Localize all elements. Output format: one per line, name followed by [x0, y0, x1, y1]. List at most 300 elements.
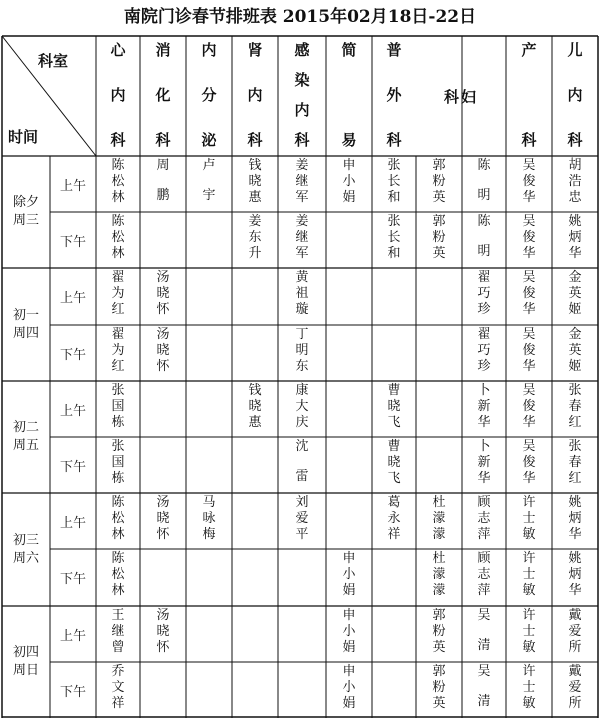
name-char: 萍 [477, 583, 491, 598]
schedule-cell [372, 493, 416, 549]
name-char: 栋 [111, 415, 125, 430]
schedule-cell [552, 493, 598, 549]
name-char: 翟 [477, 327, 491, 342]
name-char: 卜 [477, 439, 491, 454]
header-char: 科 [521, 131, 537, 149]
name-char: 宇 [202, 188, 216, 203]
day-label-line: 周日 [12, 663, 39, 678]
name-char: 张 [568, 383, 582, 398]
name-char: 敏 [522, 696, 536, 711]
name-char: 志 [477, 567, 491, 582]
name-char: 林 [111, 190, 125, 205]
name-char: 姜 [248, 214, 262, 229]
name-char: 国 [111, 399, 125, 414]
schedule-cell [462, 325, 506, 381]
name-char: 爱 [568, 624, 582, 639]
header-char: 感 [294, 41, 310, 59]
name-char: 华 [568, 246, 582, 261]
shift-period: 上午 [59, 403, 86, 419]
schedule-cell [140, 606, 186, 662]
shift-period: 上午 [59, 628, 86, 644]
name-char: 和 [387, 190, 401, 205]
name-char: 英 [568, 286, 582, 301]
name-char: 小 [342, 567, 356, 582]
schedule-cell [506, 325, 552, 381]
name-char: 晓 [248, 174, 262, 189]
schedule-cell [552, 606, 598, 662]
name-char: 红 [111, 359, 125, 374]
shift-period: 下午 [59, 684, 86, 700]
name-char: 松 [111, 174, 125, 189]
schedule-cell [462, 268, 506, 325]
schedule-cell [186, 549, 232, 606]
name-char: 顾 [477, 551, 491, 566]
day-label-line: 初二 [12, 420, 39, 435]
schedule-cell [372, 662, 416, 718]
schedule-cell [278, 268, 326, 325]
name-char: 翟 [111, 327, 125, 342]
corner-label-department: 科室 [38, 52, 69, 70]
name-char: 郭 [432, 608, 446, 623]
name-char: 葛 [387, 495, 401, 510]
name-char: 汤 [156, 495, 170, 510]
name-char: 姜 [295, 214, 309, 229]
schedule-cell [372, 549, 416, 606]
name-char: 郭 [432, 664, 446, 679]
name-char: 沈 [295, 439, 309, 454]
day-label [2, 493, 50, 606]
name-char: 娟 [342, 190, 356, 205]
name-char: 华 [568, 527, 582, 542]
name-char: 松 [111, 230, 125, 245]
name-char: 士 [522, 511, 536, 526]
header-dept [186, 36, 232, 156]
header-char: 内 [201, 41, 217, 59]
name-char: 炳 [568, 230, 582, 245]
schedule-cell [552, 381, 598, 437]
schedule-cell [416, 549, 462, 606]
name-char: 申 [342, 608, 356, 623]
header-dept [326, 36, 372, 156]
schedule-cell [506, 493, 552, 549]
name-char: 姚 [568, 214, 582, 229]
name-char: 华 [522, 415, 536, 430]
name-char: 珍 [477, 359, 491, 374]
name-char: 华 [522, 246, 536, 261]
header-dept [552, 36, 598, 156]
schedule-cell [96, 606, 140, 662]
schedule-cell [416, 268, 462, 325]
schedule-cell [462, 662, 506, 718]
name-char: 继 [295, 174, 309, 189]
name-char: 华 [522, 359, 536, 374]
name-char: 华 [522, 471, 536, 486]
name-char: 平 [295, 527, 309, 542]
name-char: 怀 [156, 527, 170, 542]
name-char: 珍 [477, 302, 491, 317]
schedule-cell [96, 381, 140, 437]
schedule-cell [552, 156, 598, 212]
name-char: 士 [522, 680, 536, 695]
name-char: 卢 [202, 158, 216, 173]
name-char: 松 [111, 511, 125, 526]
name-char: 士 [522, 624, 536, 639]
name-char: 康 [295, 383, 309, 398]
schedule-cell [278, 212, 326, 268]
name-char: 新 [477, 399, 491, 414]
name-char: 陈 [111, 214, 125, 229]
schedule-cell [232, 268, 278, 325]
name-char: 吴 [477, 664, 491, 679]
header-char: 内 [567, 86, 583, 104]
schedule-cell [326, 212, 372, 268]
name-char: 杜 [432, 551, 446, 566]
name-char: 林 [111, 246, 125, 261]
schedule-cell [326, 662, 372, 718]
name-char: 陈 [477, 214, 491, 229]
schedule-cell [96, 325, 140, 381]
name-char: 濛 [432, 527, 446, 542]
name-char: 钱 [248, 158, 262, 173]
schedule-cell [326, 549, 372, 606]
name-char: 吴 [522, 158, 536, 173]
schedule-cell [372, 325, 416, 381]
name-char: 晓 [387, 455, 401, 470]
day-label-line: 周五 [12, 438, 39, 453]
schedule-cell [462, 549, 506, 606]
name-char: 东 [295, 359, 309, 374]
name-char: 汤 [156, 327, 170, 342]
name-char: 许 [522, 608, 536, 623]
header-char: 科 [247, 131, 263, 149]
name-char: 娟 [342, 696, 356, 711]
day-label-line: 初四 [12, 645, 39, 660]
schedule-cell [140, 381, 186, 437]
name-char: 炳 [568, 567, 582, 582]
name-char: 红 [568, 415, 582, 430]
schedule-cell [232, 212, 278, 268]
name-char: 永 [387, 511, 401, 526]
name-char: 戴 [568, 664, 582, 679]
header-dept-gynecology: 科妇 [443, 87, 478, 106]
name-char: 华 [568, 583, 582, 598]
schedule-cell [416, 493, 462, 549]
name-char: 晓 [156, 624, 170, 639]
name-char: 怀 [156, 302, 170, 317]
header-dept [506, 36, 552, 156]
schedule-cell [506, 437, 552, 493]
name-char: 娟 [342, 640, 356, 655]
header-char: 科 [155, 131, 171, 149]
name-char: 祥 [111, 696, 125, 711]
name-char: 长 [387, 230, 401, 245]
name-char: 英 [568, 343, 582, 358]
schedule-cell [506, 606, 552, 662]
schedule-cell [552, 212, 598, 268]
name-char: 敏 [522, 640, 536, 655]
name-char: 翟 [111, 270, 125, 285]
header-char: 内 [247, 86, 263, 104]
name-char: 明 [477, 188, 491, 203]
schedule-cell [372, 268, 416, 325]
header-char: 普 [386, 41, 402, 59]
name-char: 粉 [432, 230, 446, 245]
name-char: 金 [568, 270, 582, 285]
schedule-cell [140, 662, 186, 718]
schedule-cell [326, 606, 372, 662]
schedule-cell [232, 493, 278, 549]
schedule-cell [326, 437, 372, 493]
schedule-cell [326, 493, 372, 549]
schedule-cell [232, 549, 278, 606]
header-char: 外 [386, 86, 402, 104]
name-char: 英 [432, 190, 446, 205]
header-dept [278, 36, 326, 156]
schedule-cell [552, 325, 598, 381]
name-char: 祥 [387, 527, 401, 542]
header-char: 内 [110, 86, 126, 104]
shift-period: 上午 [59, 515, 86, 531]
schedule-cell [462, 437, 506, 493]
name-char: 卜 [477, 383, 491, 398]
header-char: 儿 [567, 41, 583, 59]
name-char: 吴 [522, 214, 536, 229]
name-char: 长 [387, 174, 401, 189]
name-char: 娟 [342, 583, 356, 598]
name-char: 志 [477, 511, 491, 526]
schedule-cell [278, 549, 326, 606]
header-char: 肾 [247, 41, 263, 59]
schedule-cell [506, 156, 552, 212]
schedule-cell [278, 325, 326, 381]
schedule-cell [416, 325, 462, 381]
header-char: 科 [294, 131, 310, 149]
name-char: 飞 [387, 415, 401, 430]
schedule-cell [140, 549, 186, 606]
name-char: 曹 [387, 383, 401, 398]
name-char: 张 [111, 439, 125, 454]
name-char: 继 [295, 230, 309, 245]
name-char: 晓 [248, 399, 262, 414]
name-char: 濛 [432, 511, 446, 526]
schedule-cell [232, 437, 278, 493]
schedule-cell [96, 493, 140, 549]
name-char: 陈 [111, 551, 125, 566]
name-char: 晓 [156, 286, 170, 301]
day-label-line: 初三 [12, 532, 39, 548]
day-label [2, 606, 50, 718]
header-char: 内 [294, 101, 310, 119]
name-char: 东 [248, 230, 262, 245]
name-char: 粉 [432, 624, 446, 639]
schedule-cell [186, 381, 232, 437]
day-label [2, 156, 50, 268]
schedule-cell [416, 606, 462, 662]
name-char: 咏 [202, 511, 216, 526]
name-char: 周 [156, 158, 170, 173]
name-char: 俊 [522, 230, 536, 245]
schedule-cell [462, 156, 506, 212]
schedule-cell [96, 156, 140, 212]
name-char: 粉 [432, 174, 446, 189]
schedule-cell [552, 662, 598, 718]
name-char: 张 [387, 158, 401, 173]
day-label-line: 除夕 [12, 195, 39, 210]
header-dept [372, 36, 416, 156]
schedule-cell [326, 156, 372, 212]
name-char: 怀 [156, 640, 170, 655]
name-char: 春 [568, 399, 582, 414]
schedule-cell [278, 156, 326, 212]
name-char: 军 [295, 190, 309, 205]
name-char: 所 [568, 696, 582, 711]
name-char: 华 [477, 415, 491, 430]
name-char: 曾 [111, 640, 125, 655]
name-char: 和 [387, 246, 401, 261]
header-dept [232, 36, 278, 156]
name-char: 许 [522, 495, 536, 510]
schedule-cell [278, 662, 326, 718]
name-char: 升 [248, 246, 262, 261]
name-char: 吴 [522, 327, 536, 342]
name-char: 敏 [522, 527, 536, 542]
name-char: 红 [111, 302, 125, 317]
name-char: 林 [111, 583, 125, 598]
shift-period: 下午 [59, 572, 86, 587]
schedule-cell [96, 549, 140, 606]
schedule-cell [140, 156, 186, 212]
header-char: 泌 [201, 131, 217, 149]
schedule-cell [278, 606, 326, 662]
schedule-cell [186, 437, 232, 493]
name-char: 曹 [387, 439, 401, 454]
schedule-cell [140, 493, 186, 549]
name-char: 吴 [477, 608, 491, 623]
schedule-cell [552, 437, 598, 493]
schedule-cell [462, 493, 506, 549]
schedule-cell [278, 493, 326, 549]
schedule-cell [372, 437, 416, 493]
name-char: 英 [432, 640, 446, 655]
schedule-cell [186, 325, 232, 381]
page-title: 南院门诊春节排班表 2015年02月18日-22日 [123, 7, 477, 27]
name-char: 萍 [477, 527, 491, 542]
header-char: 简 [341, 41, 357, 59]
name-char: 吴 [522, 383, 536, 398]
schedule-cell [462, 381, 506, 437]
name-char: 汤 [156, 608, 170, 623]
name-char: 英 [432, 696, 446, 711]
name-char: 敏 [522, 583, 536, 598]
name-char: 浩 [568, 174, 582, 189]
name-char: 小 [342, 624, 356, 639]
name-char: 继 [111, 624, 125, 639]
name-char: 陈 [111, 158, 125, 173]
header-char: 产 [521, 41, 537, 59]
schedule-cell [140, 268, 186, 325]
name-char: 粉 [432, 680, 446, 695]
schedule-cell [232, 156, 278, 212]
name-char: 乔 [111, 664, 125, 679]
name-char: 华 [477, 471, 491, 486]
name-char: 戴 [568, 608, 582, 623]
schedule-cell [506, 662, 552, 718]
day-label-line: 周六 [12, 550, 39, 566]
header-char: 分 [201, 86, 217, 104]
schedule-cell [372, 381, 416, 437]
name-char: 爱 [568, 680, 582, 695]
name-char: 顾 [477, 495, 491, 510]
name-char: 清 [477, 638, 491, 653]
name-char: 忠 [568, 190, 582, 205]
name-char: 小 [342, 174, 356, 189]
shift-period: 下午 [59, 234, 86, 250]
name-char: 鹏 [156, 188, 170, 203]
name-char: 姚 [568, 495, 582, 510]
name-char: 杜 [432, 495, 446, 510]
name-char: 惠 [248, 190, 262, 205]
name-char: 所 [568, 640, 582, 655]
name-char: 爱 [295, 511, 309, 526]
schedule-cell [186, 156, 232, 212]
header-dept [96, 36, 140, 156]
shift-period: 下午 [59, 347, 86, 363]
name-char: 华 [522, 302, 536, 317]
schedule-cell [552, 268, 598, 325]
name-char: 军 [295, 246, 309, 261]
name-char: 俊 [522, 455, 536, 470]
schedule-cell [326, 325, 372, 381]
name-char: 丁 [295, 327, 309, 342]
name-char: 张 [568, 439, 582, 454]
schedule-cell [96, 437, 140, 493]
name-char: 黄 [295, 270, 309, 285]
name-char: 春 [568, 455, 582, 470]
name-char: 翟 [477, 270, 491, 285]
name-char: 俊 [522, 174, 536, 189]
name-char: 巧 [477, 286, 491, 301]
name-char: 马 [202, 495, 216, 510]
name-char: 濛 [432, 567, 446, 582]
name-char: 小 [342, 680, 356, 695]
name-char: 申 [342, 158, 356, 173]
name-char: 炳 [568, 511, 582, 526]
schedule-cell [140, 437, 186, 493]
name-char: 惠 [248, 415, 262, 430]
name-char: 明 [477, 244, 491, 259]
name-char: 俊 [522, 286, 536, 301]
name-char: 刘 [295, 495, 309, 510]
header-char: 科 [567, 131, 583, 149]
name-char: 为 [111, 343, 125, 358]
schedule-cell [186, 493, 232, 549]
corner-label-time: 时间 [8, 128, 39, 146]
name-char: 姬 [568, 302, 582, 317]
name-char: 新 [477, 455, 491, 470]
name-char: 士 [522, 567, 536, 582]
schedule-cell [416, 156, 462, 212]
schedule-cell [232, 381, 278, 437]
name-char: 俊 [522, 343, 536, 358]
name-char: 国 [111, 455, 125, 470]
name-char: 张 [387, 214, 401, 229]
name-char: 王 [111, 608, 125, 623]
name-char: 清 [477, 694, 491, 709]
name-char: 陈 [111, 495, 125, 510]
name-char: 庆 [295, 415, 309, 430]
schedule-cell [232, 662, 278, 718]
schedule-cell [186, 606, 232, 662]
